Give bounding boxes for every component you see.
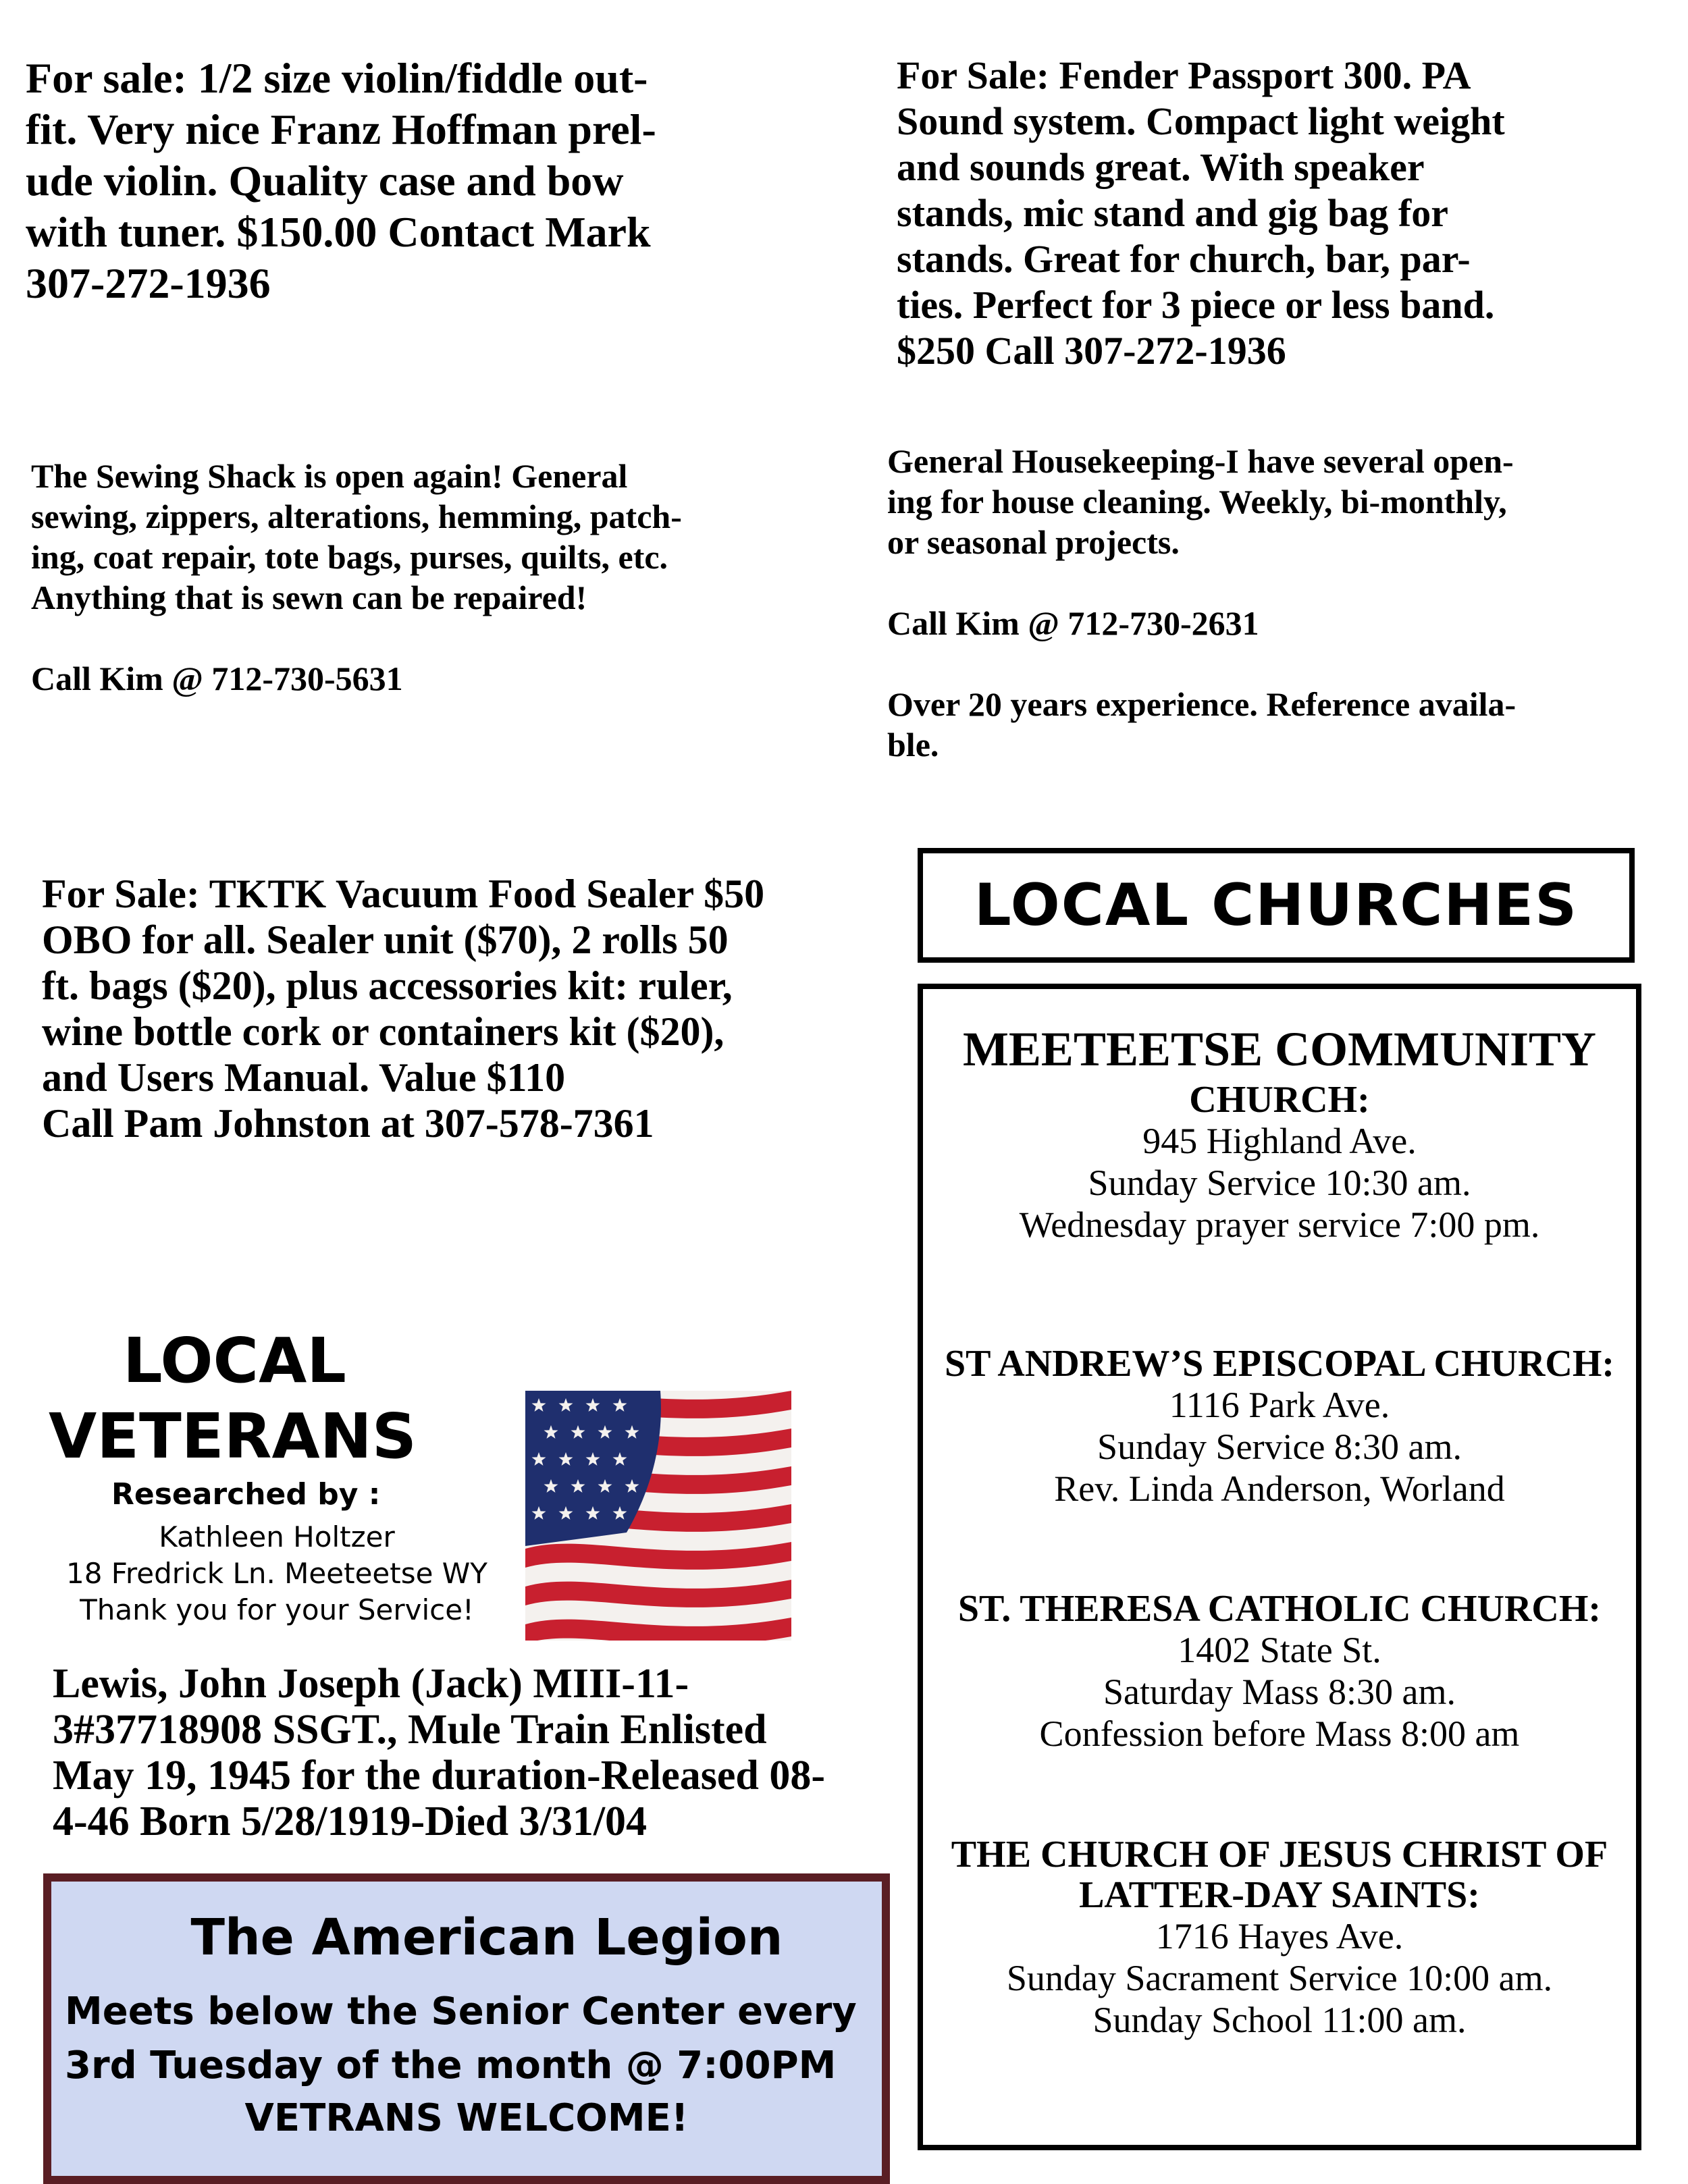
ad-text-line: ble. — [887, 726, 939, 764]
ad-contact: Call Kim @ 712-730-2631 — [887, 604, 1259, 642]
church-service: Saturday Mass 8:30 am. — [1103, 1672, 1456, 1712]
church-lds — [923, 1834, 1636, 2041]
church-service: Sunday Sacrament Service 10:00 am. — [1006, 1958, 1553, 1998]
legion-meeting-time: 3rd Tuesday of the month @ 7:00PM — [65, 2044, 837, 2087]
ad-text-line: Call Pam Johnston at 307-578-7361 — [42, 1101, 654, 1146]
church-service: Sunday Service 10:30 am. — [1088, 1163, 1471, 1203]
church-title: MEETEETSE COMMUNITY — [962, 1022, 1597, 1076]
ad-text-line: sewing, zippers, alterations, hemming, patch- — [31, 498, 682, 535]
church-address: 945 Highland Ave. — [1142, 1121, 1417, 1161]
veteran-entry-line: 3#37718908 SSGT., Mule Train Enlisted — [53, 1707, 767, 1753]
ad-text-line: ing for house cleaning. Weekly, bi-monthly, — [887, 483, 1507, 521]
church-service: Sunday School 11:00 am. — [1092, 2000, 1467, 2040]
ad-text-line: wine bottle cork or containers kit ($20), — [42, 1009, 724, 1054]
church-service: Sunday Service 8:30 am. — [1097, 1427, 1462, 1467]
legion-meeting-location: Meets below the Senior Center every — [65, 1990, 857, 2033]
veteran-entry-line: 4-46 Born 5/28/1919-Died 3/31/04 — [53, 1799, 648, 1844]
local-veterans-title — [49, 1323, 427, 1474]
legion-welcome: VETRANS WELCOME! — [244, 2096, 689, 2140]
ad-text-line: Sound system. Compact light weight — [897, 99, 1505, 143]
ad-fender — [897, 53, 1505, 374]
ad-text-line: For sale: 1/2 size violin/fiddle out- — [26, 54, 648, 102]
ad-text-line: The Sewing Shack is open again! General — [31, 457, 628, 495]
ad-text-line: ing, coat repair, tote bags, purses, quilts, etc. — [31, 538, 668, 576]
church-address: 1402 State St. — [1178, 1630, 1381, 1670]
church-name: ST. THERESA CATHOLIC CHURCH: — [957, 1588, 1602, 1630]
researcher-line: Thank you for your Service! — [80, 1593, 474, 1626]
ad-text-line: For Sale: TKTK Vacuum Food Sealer $50 — [42, 872, 765, 916]
ad-text-line: stands, mic stand and gig bag for — [897, 191, 1448, 235]
ad-text-line: Anything that is sewn can be repaired! — [31, 579, 587, 616]
ad-text-line: 307-272-1936 — [26, 259, 271, 307]
veteran-entry — [53, 1661, 825, 1844]
veteran-entry-line: Lewis, John Joseph (Jack) MIII-11- — [53, 1661, 689, 1707]
ad-text-line: ties. Perfect for 3 piece or less band. — [897, 283, 1495, 327]
ad-text-line: with tuner. $150.00 Contact Mark — [26, 208, 651, 256]
ad-text-line: $250 Call 307-272-1936 — [897, 329, 1286, 373]
ad-text-line: OBO for all. Sealer unit ($70), 2 rolls 50 — [42, 917, 729, 962]
ad-text-line: and sounds great. With speaker — [897, 145, 1425, 189]
ad-text-line: stands. Great for church, bar, par- — [897, 237, 1471, 281]
ad-text-line: ude violin. Quality case and bow — [26, 157, 624, 205]
church-service: Wednesday prayer service 7:00 pm. — [1019, 1204, 1540, 1245]
veteran-entry-line: May 19, 1945 for the duration-Released 08- — [53, 1753, 826, 1799]
church-name: LATTER-DAY SAINTS: — [1079, 1874, 1480, 1916]
ad-text-line: fit. Very nice Franz Hoffman prel- — [26, 105, 656, 153]
researcher-line: 18 Fredrick Ln. Meeteetse WY — [66, 1557, 487, 1590]
ad-text-line: Over 20 years experience. Reference availa- — [887, 685, 1516, 723]
researched-by-label: Researched by : — [111, 1477, 381, 1512]
church-service: Confession before Mass 8:00 am — [1039, 1713, 1520, 1754]
church-meeteetse — [923, 1019, 1636, 1246]
church-st-theresa — [923, 1589, 1636, 1755]
ad-text-line: For Sale: Fender Passport 300. PA — [897, 53, 1471, 97]
church-address: 1116 Park Ave. — [1169, 1385, 1390, 1425]
local-churches-header: LOCAL CHURCHES — [918, 848, 1635, 963]
researcher-line: Kathleen Holtzer — [159, 1520, 395, 1553]
legion-title: The American Legion — [190, 1909, 783, 1967]
church-address: 1716 Hayes Ave. — [1155, 1916, 1404, 1956]
church-pastor: Rev. Linda Anderson, Worland — [1054, 1468, 1505, 1509]
ad-text-line: or seasonal projects. — [887, 523, 1180, 561]
veterans-title-line: VETERANS — [49, 1400, 417, 1472]
ad-text-line: General Housekeeping-I have several open- — [887, 442, 1514, 480]
ad-contact: Call Kim @ 712-730-5631 — [31, 660, 403, 697]
ad-text-line: and Users Manual. Value $110 — [42, 1055, 566, 1100]
church-name: ST ANDREW’S EPISCOPAL CHURCH: — [944, 1343, 1615, 1385]
ad-violin — [26, 53, 656, 309]
ad-sewing — [31, 456, 682, 699]
church-st-andrews — [923, 1343, 1636, 1510]
church-name: CHURCH: — [1189, 1079, 1370, 1121]
ad-text-line: ft. bags ($20), plus accessories kit: ruler, — [42, 963, 733, 1008]
veterans-title-line: LOCAL — [123, 1325, 346, 1397]
ad-housekeeping — [887, 441, 1516, 765]
church-name: THE CHURCH OF JESUS CHRIST OF — [951, 1834, 1608, 1875]
researcher-info — [47, 1519, 506, 1628]
american-legion-box — [43, 1873, 890, 2184]
american-flag-image — [525, 1391, 791, 1641]
ad-sealer — [42, 871, 764, 1146]
churches-list — [918, 984, 1641, 2150]
